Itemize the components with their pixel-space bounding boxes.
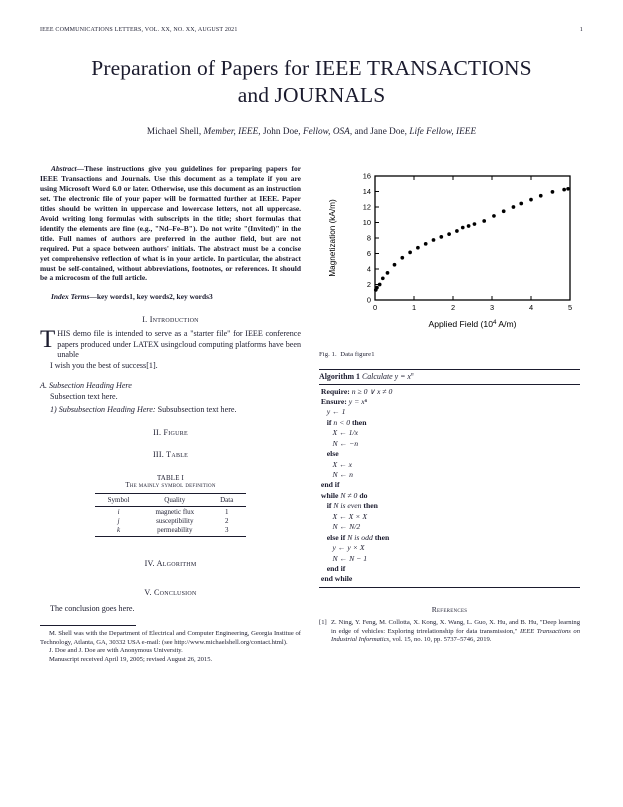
algorithm-line: Require: n ≥ 0 ∨ x ≠ 0 [320, 386, 393, 396]
chart-data-point [386, 271, 390, 275]
cell-data: 2 [224, 517, 229, 526]
algorithm-line: X ← x [332, 459, 353, 469]
left-column [40, 164, 301, 664]
chart-data-point [432, 238, 436, 242]
algorithm-line: y ← 1 [326, 407, 346, 417]
subsubsection-heading: 1) Subsubsection Heading Here: [50, 404, 156, 414]
magnetization-chart [319, 164, 580, 340]
chart-data-points [374, 187, 570, 292]
reference-text [331, 619, 580, 645]
author-3-name: and Jane Doe, [354, 126, 407, 137]
subsection-text: Subsection text here. [50, 392, 118, 402]
cell-data: 3 [207, 526, 246, 537]
author-2-membership: Fellow, OSA, [303, 126, 353, 137]
cell-data: 1 [224, 508, 229, 517]
column-header-quality: Quality [142, 494, 207, 507]
algorithm-title-exponent: n [410, 371, 414, 378]
chart-x-tick-label: 5 [567, 303, 573, 313]
chart-y-tick-label: 12 [362, 202, 371, 212]
chart-data-point [551, 190, 555, 194]
algorithm-line: Ensure: y = xⁿ [320, 396, 368, 406]
chart-data-point [482, 219, 486, 223]
chart-data-point [447, 232, 451, 236]
two-column-body [40, 164, 583, 664]
section-heading-algorithm: IV. Algorithm [144, 559, 197, 569]
chart-data-point [461, 226, 465, 230]
table-row [95, 517, 247, 526]
algorithm-line: N ← n [332, 470, 353, 480]
author-1-membership: Member, IEEE, [203, 126, 261, 137]
conclusion-text: The conclusion goes here. [50, 604, 135, 614]
cell-symbol: i [117, 508, 120, 517]
references-heading: References [431, 605, 468, 615]
table-row [95, 507, 247, 517]
chart-y-tick-label: 8 [366, 233, 371, 243]
algorithm-line: N ← N − 1 [332, 553, 368, 563]
chart-data-point [375, 286, 379, 290]
chart-y-tick-label: 14 [362, 187, 371, 197]
figure-caption-text: Data figure1 [340, 351, 375, 359]
cell-quality: permeability [142, 526, 207, 537]
algorithm-line: end while [320, 574, 353, 584]
algorithm-line: else if N is odd then [326, 532, 390, 542]
algorithm-line: end if [326, 563, 346, 573]
algorithm-line: y ← y × X [332, 543, 365, 553]
reference-item [319, 619, 580, 645]
symbol-definition-table [95, 493, 247, 537]
table-row [95, 526, 247, 537]
footnote-1: M. Shell was with the Department of Electrical and Computer Engineering, Georgia Institue of Technology, Atlanta, GA, 30332 USA e-mail: (see http://www.michaelshell.org/contact.html). [40, 629, 301, 646]
reference-details: , vol. 15, no. 10, pp. 5737–5746, 2019. [389, 636, 492, 644]
reference-authors-title: Z. Ning, Y. Feng, M. Collotta, X. Kong, X. Wang, L. Guo, X. Hu, and B. Hu, "Deep learning in edge of vehicles: Exploring trirelationship for data transmission," [331, 619, 580, 635]
algorithm-line: X ← 1/x [332, 428, 359, 438]
chart-y-tick-label: 4 [366, 264, 371, 274]
running-head [40, 26, 583, 33]
section-heading-table: III. Table [152, 450, 189, 460]
title-line-1: Preparation of Papers for IEEE TRANSACTIONS [91, 56, 532, 80]
table-caption: The mainly symbol definition [125, 482, 216, 490]
algorithm-line: while N ≠ 0 do [320, 490, 368, 500]
chart-data-point [393, 263, 397, 267]
chart-data-point [455, 229, 459, 233]
page-title [54, 55, 569, 109]
author-3-membership: Life Fellow, IEEE [409, 126, 477, 137]
chart-x-tick-label: 0 [372, 303, 378, 313]
abstract-text: These instructions give you guidelines for preparing papers for IEEE Transactions and Journals. Use this document as a template if you are using Microsoft Word 6.0 or later. Otherwise, use this document as an instruction set. The electronic file of your paper will be formatted further at IEEE. Paper titles should be written in uppercase and lowercase letters, not all uppercase. Avoid writing long formulas with subscripts in the title; short formulas that identify the elements are fine (e.g., "Nd–Fe–B"). Do not write "(Invited)" in the title. Full names of authors are preferred in the author field, but are not required. Put a space between authors' initials. The abstract must be a concise yet comprehensive reflection of what is in your article. In particular, the abstract must be self-contained, without abbreviations, footnotes, or references. It should be a microcosm of the full article. [40, 164, 301, 283]
subsection-heading: A. Subsection Heading Here [40, 381, 132, 391]
table-1-block [40, 475, 301, 537]
author-1-name: Michael Shell, [146, 126, 202, 137]
chart-data-point [539, 194, 543, 198]
cell-symbol: k [95, 526, 143, 537]
algorithm-line: N ← −n [332, 438, 359, 448]
abstract-lead-label: Abstract— [51, 164, 85, 174]
algorithm-line: N ← N/2 [332, 522, 361, 532]
running-head-journal: IEEE COMMUNICATIONS LETTERS, VOL. XX, NO. XX, AUGUST 2021 [40, 27, 238, 33]
index-terms-text: key words1, key words2, key words3 [96, 292, 213, 302]
algorithm-block [319, 369, 580, 588]
chart-data-point [378, 283, 382, 287]
author-list [40, 126, 583, 136]
chart-y-axis-label: Magnetization (kA/m) [328, 199, 337, 277]
algorithm-line: X ← X × X [332, 511, 368, 521]
chart-x-tick-label: 2 [450, 303, 456, 313]
intro-paragraph-1 [40, 326, 301, 361]
chart-data-point [492, 214, 496, 218]
chart-data-point [502, 210, 506, 214]
figure-caption-label: Fig. 1. [319, 351, 337, 359]
footnote-2: J. Doe and J. Doe are with Anonymous University. [49, 647, 183, 655]
chart-x-tick-label: 1 [411, 303, 417, 313]
cell-symbol: j [117, 517, 120, 526]
chart-data-point [562, 188, 566, 192]
algorithm-line: end if [320, 480, 340, 490]
section-heading-conclusion: V. Conclusion [144, 588, 197, 598]
chart-y-tick-label: 16 [362, 171, 371, 181]
chart-y-tick-label: 6 [366, 249, 371, 259]
subsubsection-text: Subsubsection text here. [157, 404, 237, 414]
chart-data-point [439, 235, 443, 239]
algorithm-title [319, 370, 580, 384]
section-heading-introduction: I. Introduction [142, 315, 199, 325]
page-number: 1 [579, 26, 583, 33]
title-line-2: and JOURNALS [237, 83, 386, 108]
author-2-name: John Doe, [262, 126, 301, 137]
figure-caption [319, 351, 580, 358]
table-number: TABLE I [156, 475, 185, 483]
chart-y-tick-label: 2 [366, 280, 371, 290]
cell-quality: magnetic flux [155, 508, 195, 517]
reference-journal: IEEE Transactions on Industrial Informatics [331, 627, 580, 644]
chart-data-point [512, 205, 516, 209]
column-header-symbol: Symbol [95, 494, 143, 507]
chart-x-tick-label: 4 [528, 303, 534, 313]
algorithm-title-expression: Calculate y = x [361, 372, 411, 382]
reference-marker: [1] [319, 619, 327, 627]
chart-data-point [519, 202, 523, 206]
chart-data-point [424, 242, 428, 246]
chart-data-point [529, 198, 533, 202]
abstract-paragraph [40, 164, 301, 283]
algorithm-lines [319, 385, 580, 588]
cell-quality: susceptibility [156, 517, 194, 526]
algorithm-number: Algorithm 1 [319, 372, 360, 382]
chart-data-point [467, 224, 471, 228]
chart-data-point [381, 277, 385, 281]
intro-paragraph-2: I wish you the best of success[1]. [50, 360, 158, 370]
algorithm-line: if n < 0 then [326, 417, 367, 427]
section-heading-figure: II. Figure [153, 428, 188, 438]
algorithm-line: else [326, 449, 339, 459]
index-terms [40, 292, 301, 302]
column-header-data: Data [207, 494, 246, 507]
chart-y-tick-label: 0 [366, 295, 371, 305]
chart-data-point [416, 246, 420, 250]
footnote-3: Manuscript received April 19, 2005; revised August 26, 2015. [49, 655, 213, 663]
subsubsection-line [40, 405, 301, 416]
table-header-row [95, 494, 247, 507]
drop-cap: T [40, 326, 56, 354]
footnote-rule [40, 625, 136, 626]
figure-1 [319, 164, 580, 345]
chart-data-point [566, 187, 570, 191]
chart-y-tick-label: 10 [362, 218, 371, 228]
index-terms-label: Index Terms— [51, 292, 97, 302]
chart-data-point [408, 251, 412, 255]
chart-x-axis-label: Applied Field ($10^4$ A/m) [428, 319, 517, 330]
right-column [319, 164, 580, 664]
intro-paragraph-1-text: HIS demo file is intended to serve as a "starter file" for IEEE conference papers produced under LATEX usingcloud computing platforms have been unable [57, 329, 301, 360]
chart-x-tick-label: 3 [489, 303, 495, 313]
chart-data-point [473, 222, 477, 226]
algorithm-line: if N is even then [326, 501, 378, 511]
chart-data-point [400, 256, 404, 260]
